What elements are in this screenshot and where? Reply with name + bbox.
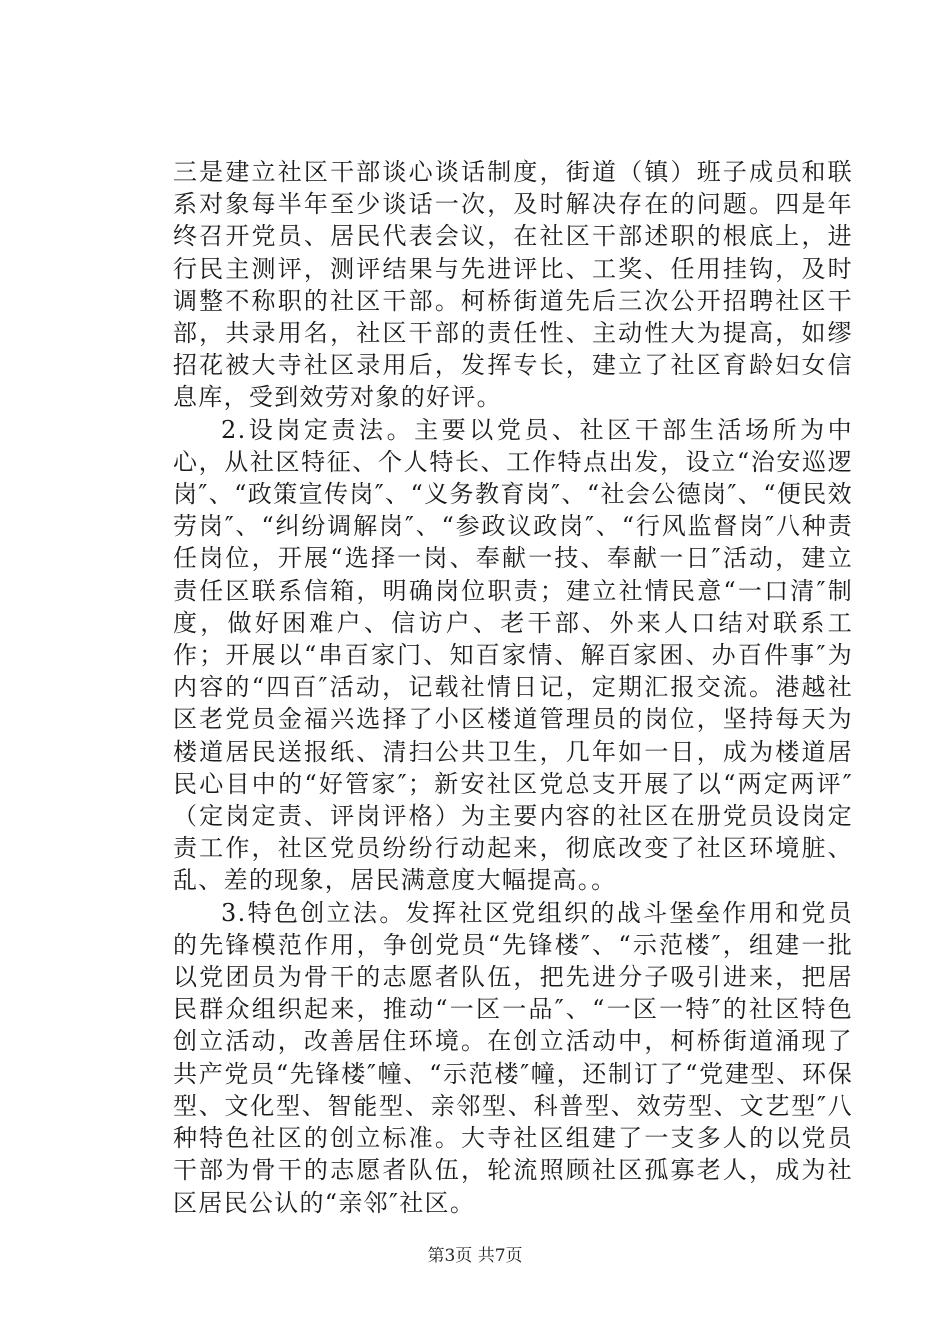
document-body bbox=[173, 156, 853, 1219]
page-number: 第3页 bbox=[427, 1246, 473, 1266]
page-footer bbox=[0, 1245, 950, 1267]
paragraph-section-2: 2.设岗定责法。主要以党员、社区干部生活场所为中心，从社区特征、个人特长、工作特点出发，设立“治安巡逻岗″、“政策宣传岗″、“义务教育岗″、“社会公德岗″、“便民效劳岗″、“纠纷调解岗″、“参政议政岗″、“行风监督岗″八种责任岗位，开展“选择一岗、奉献一技、奉献一日″活动，建立责任区联系信箱，明确岗位职责；建立社情民意“一口清″制度，做好困难户、信访户、老干部、外来人口结对联系工作；开展以“串百家门、知百家情、解百家困、办百件事″为内容的“四百″活动，记载社情日记，定期汇报交流。港越社区老党员金福兴选择了小区楼道管理员的岗位，坚持每天为楼道居民送报纸、清扫公共卫生，几年如一日，成为楼道居民心目中的“好管家″；新安社区党总支开展了以“两定两评″（定岗定责、评岗评格）为主要内容的社区在册党员设岗定责工作，社区党员纷纷行动起来，彻底改变了社区环境脏、乱、差的现象，居民满意度大幅提高。。 bbox=[173, 415, 853, 895]
paragraph-continued: 三是建立社区干部谈心谈话制度，街道（镇）班子成员和联系对象每半年至少谈话一次，及时解决存在的问题。四是年终召开党员、居民代表会议，在社区干部述职的根底上，进行民主测评，测评结果与先进评比、工奖、任用挂钩，及时调整不称职的社区干部。柯桥街道先后三次公开招聘社区干部，共录用名，社区干部的责任性、主动性大为提高，如缪招花被大寺社区录用后，发挥专长，建立了社区育龄妇女信息库，受到效劳对象的好评。 bbox=[173, 158, 853, 412]
page-total: 共7页 bbox=[477, 1246, 523, 1266]
paragraph-section-3: 3.特色创立法。发挥社区党组织的战斗堡垒作用和党员的先锋模范作用，争创党员“先锋楼″、“示范楼″，组建一批以党团员为骨干的志愿者队伍，把先进分子吸引进来，把居民群众组织起来，推动“一区一品″、“一区一特″的社区特色创立活动，改善居住环境。在创立活动中，柯桥街道涌现了共产党员“先锋楼″幢、“示范楼″幢，还制订了“党建型、环保型、文化型、智能型、亲邻型、科普型、效劳型、文艺型″八种特色社区的创立标准。大寺社区组建了一支多人的以党员干部为骨干的志愿者队伍，轮流照顾社区孤寡老人，成为社区居民公认的“亲邻″社区。 bbox=[173, 898, 853, 1217]
